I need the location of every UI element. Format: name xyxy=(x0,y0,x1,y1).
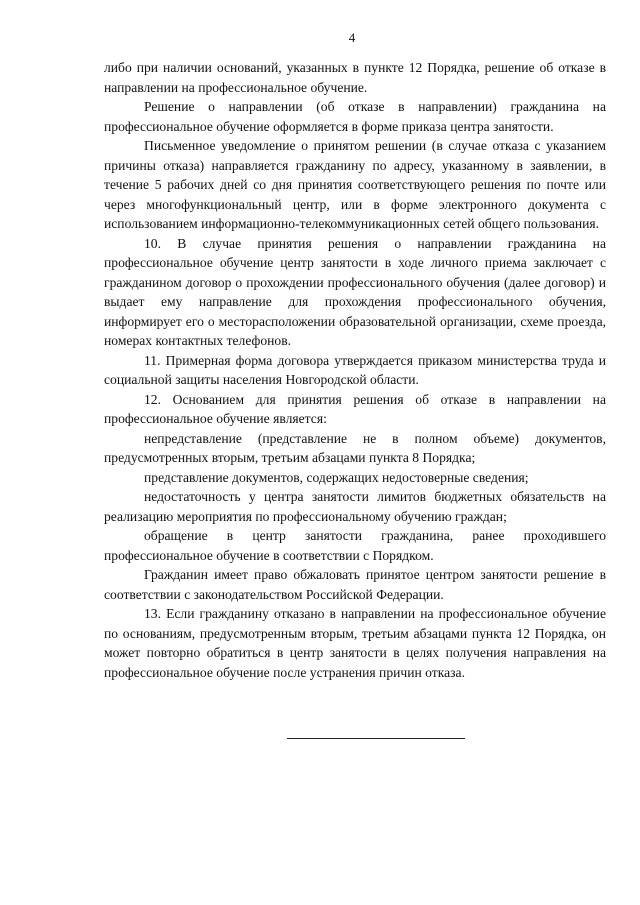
paragraph-refusal-ground-4: обращение в центр занятости гражданина, ранее проходившего профессиональное обучение в соответствии с Порядком. xyxy=(104,528,606,563)
paragraph-decision-form: Решение о направлении (об отказе в направлении) гражданина на профессиональное обучение оформляется в форме приказа центра занятости. xyxy=(104,99,606,134)
document-body xyxy=(104,58,606,682)
paragraph-appeal-right: Гражданин имеет право обжаловать принятое центром занятости решение в соответствии с законодательством Российской Федерации. xyxy=(104,567,606,602)
paragraph-item-10: 10. В случае принятия решения о направлении гражданина на профессиональное обучение центр занятости в ходе личного приема заключает с гражданином договор о прохождении профессионального обучения (далее договор) и выдает ему направление для прохождения профессионального обучения, информирует его о месторасположении образовательной организации, схеме проезда, номерах контактных телефонов. xyxy=(104,235,606,348)
paragraph-refusal-ground-1: непредставление (представление не в полном объеме) документов, предусмотренных вторым, третьим абзацами пункта 8 Порядка; xyxy=(104,430,606,465)
paragraph-item-12: 12. Основанием для принятия решения об отказе в направлении на профессиональное обучение является: xyxy=(104,391,606,426)
paragraph-refusal-ground-3: недостаточность у центра занятости лимитов бюджетных обязательств на реализацию мероприятия по профессиональному обучению граждан; xyxy=(104,489,606,524)
paragraph-refusal-ground-2: представление документов, содержащих недостоверные сведения; xyxy=(144,469,529,485)
paragraph-item-11: 11. Примерная форма договора утверждается приказом министерства труда и социальной защиты населения Новгородской области. xyxy=(104,352,606,387)
paragraph-written-notice: Письменное уведомление о принятом решении (в случае отказа с указанием причины отказа) направляется гражданину по адресу, указанному в заявлении, в течение 5 рабочих дней со дня принятия соответствующего решения по почте или через многофункциональный центр, или в форме электронного документа с использованием информационно-телекоммуникационных сетей общего пользования. xyxy=(104,138,606,231)
paragraph-continuation: либо при наличии оснований, указанных в пункте 12 Порядка, решение об отказе в направлении на профессиональное обучение. xyxy=(104,60,606,95)
page-number: 4 xyxy=(348,30,356,45)
end-of-document-rule xyxy=(287,738,465,739)
paragraph-item-13: 13. Если гражданину отказано в направлении на профессиональное обучение по основаниям, предусмотренным вторым, третьим абзацами пункта 12 Порядка, он может повторно обратиться в центр занятости в целях получения направления на профессиональное обучение после устранения причин отказа. xyxy=(104,606,606,680)
